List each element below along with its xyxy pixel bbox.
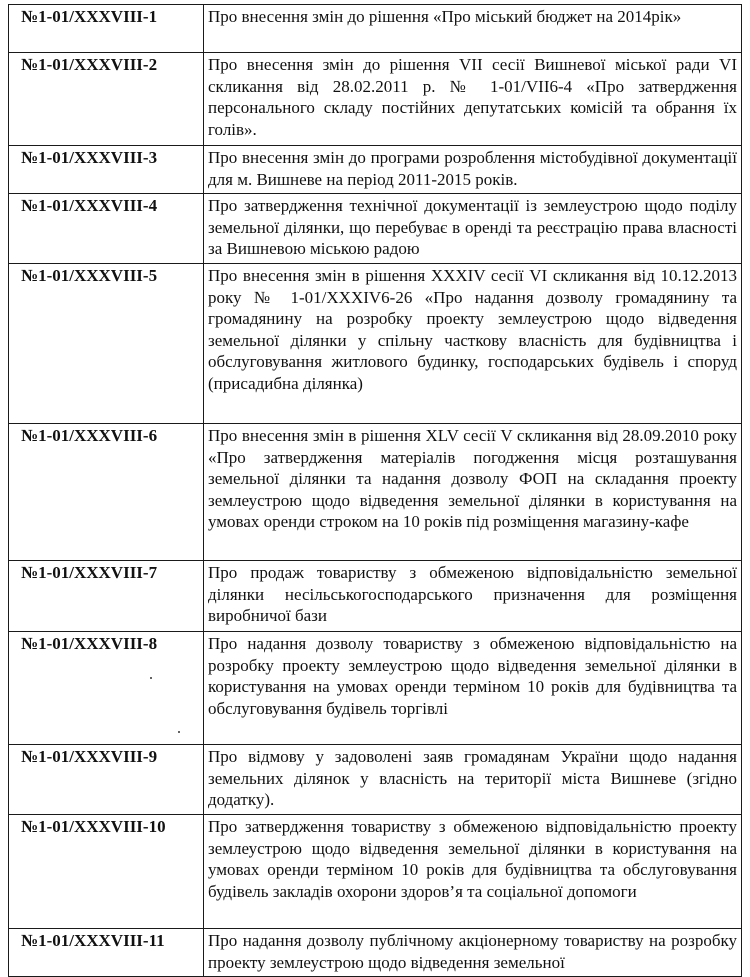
decision-title: Про відмову у задоволені заяв громадянам України щодо надання земельних ділянок у власність на території міста Вишневе (згідно додатку).	[204, 745, 742, 815]
decision-number: №1-01/XXXVIII-11	[9, 929, 204, 977]
decision-number: №1-01/XXXVIII-10	[9, 815, 204, 929]
table-row	[9, 745, 742, 815]
scan-speck	[178, 731, 180, 733]
decision-number: №1-01/XXXVIII-9	[9, 745, 204, 815]
decision-title: Про внесення змін в рішення XLV сесії V скликання від 28.09.2010 року «Про затвердження матеріалів погодження місця розташування земельної ділянки та надання дозволу ФОП на складання проекту землеустрою щодо відведення земельної ділянки в користування на умовах оренди строком на 10 років під розміщення магазину-кафе	[204, 424, 742, 561]
table-row	[9, 815, 742, 929]
decision-number: №1-01/XXXVIII-7	[9, 561, 204, 632]
table-row	[9, 53, 742, 146]
decision-number: №1-01/XXXVIII-4	[9, 194, 204, 264]
decision-number: №1-01/XXXVIII-1	[9, 5, 204, 53]
decision-number: №1-01/XXXVIII-8	[9, 632, 204, 745]
decision-title: Про затвердження технічної документації із землеустрою щодо поділу земельної ділянки, що перебуває в оренді та реєстрацію права власності за Вишневою міською радою	[204, 194, 742, 264]
table-row	[9, 561, 742, 632]
scan-speck	[150, 677, 152, 679]
decision-number: №1-01/XXXVIII-2	[9, 53, 204, 146]
table-row	[9, 5, 742, 53]
decision-title: Про внесення змін до програми розроблення містобудівної документації для м. Вишневе на період 2011-2015 років.	[204, 146, 742, 194]
decisions-table	[8, 4, 742, 977]
decision-number: №1-01/XXXVIII-3	[9, 146, 204, 194]
decision-title: Про внесення змін до рішення «Про міський бюджет на 2014рік»	[204, 5, 742, 53]
table-row	[9, 264, 742, 424]
table-row	[9, 929, 742, 977]
decision-number: №1-01/XXXVIII-6	[9, 424, 204, 561]
table-row	[9, 146, 742, 194]
decision-number: №1-01/XXXVIII-5	[9, 264, 204, 424]
decision-title: Про надання дозволу публічному акціонерному товариству на розробку проекту землеустрою щодо відведення земельної	[204, 929, 742, 977]
decision-title: Про затвердження товариству з обмеженою відповідальністю проекту землеустрою щодо відведення земельної ділянки в користування на умовах оренди терміном 10 років для будівництва та обслуговування будівель закладів охорони здоров’я та соціальної допомоги	[204, 815, 742, 929]
table-row	[9, 632, 742, 745]
decision-title: Про надання дозволу товариству з обмеженою відповідальністю на розробку проекту землеустрою щодо відведення земельної ділянки в користування на умовах оренди терміном 10 років для будівництва та обслуговування будівель торгівлі	[204, 632, 742, 745]
table-row	[9, 194, 742, 264]
decision-title: Про внесення змін до рішення VII сесії Вишневої міської ради VI скликання від 28.02.2011 р. № 1-01/VII6-4 «Про затвердження персонального складу постійних депутатських комісій та обрання їх голів».	[204, 53, 742, 146]
decision-title: Про продаж товариству з обмеженою відповідальністю земельної ділянки несільськогосподарського призначення для розміщення виробничої бази	[204, 561, 742, 632]
table-row	[9, 424, 742, 561]
decision-title: Про внесення змін в рішення XXXIV сесії VI скликання від 10.12.2013 року № 1-01/XXXIV6-26 «Про надання дозволу громадянину та громадянину на розробку проекту землеустрою щодо відведення земельної ділянки у спільну часткову власність для будівництва і обслуговування житлового будинку, господарських будівель і споруд (присадибна ділянка)	[204, 264, 742, 424]
